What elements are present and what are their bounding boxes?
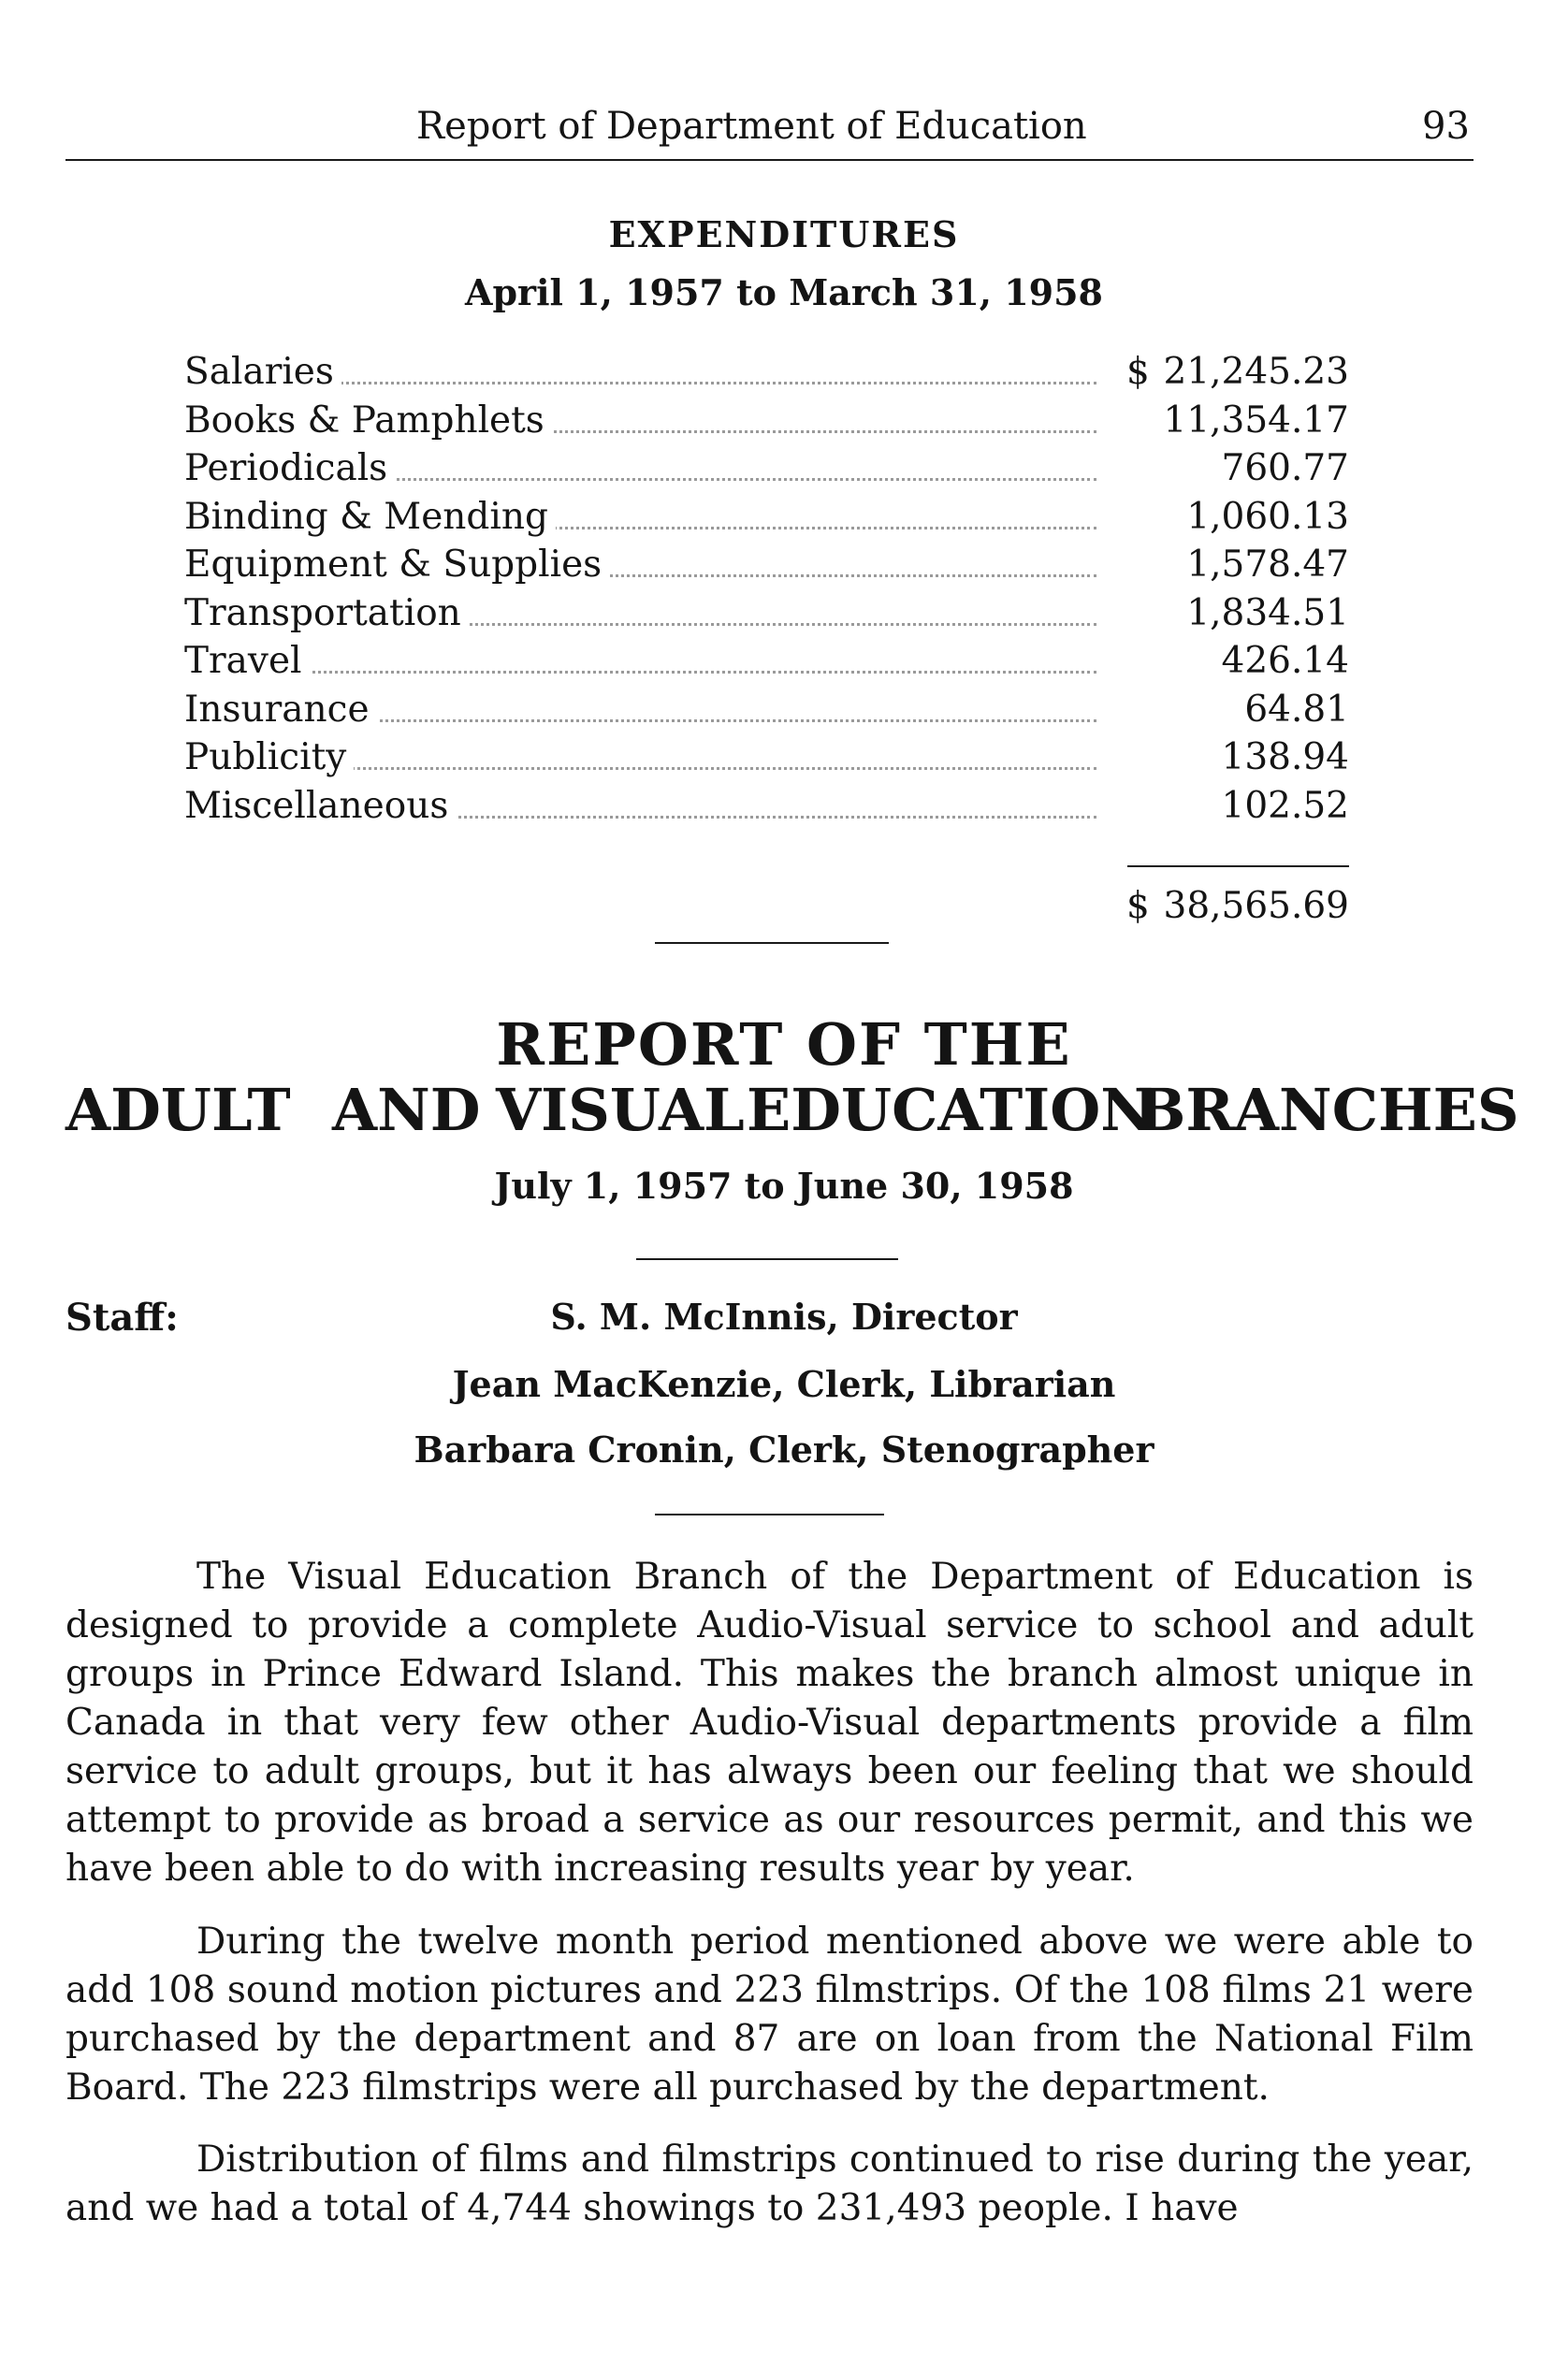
expenditure-amount: 426.14 xyxy=(1221,640,1349,682)
expenditure-label: Miscellaneous xyxy=(184,782,456,831)
expenditure-amount: 1,060.13 xyxy=(1186,495,1349,538)
section-divider xyxy=(636,1258,898,1260)
expenditure-row xyxy=(184,541,1349,589)
report-title-word: BRANCHES xyxy=(1137,1076,1519,1144)
report-title-word: VISUAL xyxy=(496,1076,745,1144)
expenditure-row xyxy=(184,397,1349,445)
paragraph-text: The Visual Education Branch of the Department of Education is designed to provide a complete Audio-Visual service to school and adult groups in Prince Edward Island. This makes the branch almost unique in Canada in that very few other Audio-Visual departments provide a film service to adult groups, but it has always been our feeling that we should attempt to provide as broad a service as our resources permit, and this we have been able to do with increasing results year by year. xyxy=(65,1556,1474,1890)
expenditure-amount: 64.81 xyxy=(1244,688,1349,731)
expenditures-table xyxy=(184,348,1349,830)
staff-member: S. M. McInnis, Director xyxy=(550,1296,1018,1338)
expenditure-label: Transportation xyxy=(184,589,469,638)
body-paragraph xyxy=(65,1553,1474,1893)
report-title-word: AND xyxy=(332,1076,481,1144)
expenditure-row xyxy=(184,589,1349,638)
report-title-word: EDUCATION xyxy=(747,1076,1154,1144)
expenditure-label: Salaries xyxy=(184,348,341,397)
expenditure-amount: 1,834.51 xyxy=(1186,591,1349,634)
expenditure-row xyxy=(184,444,1349,493)
expenditure-row xyxy=(184,493,1349,542)
expenditure-amount: 21,245.23 xyxy=(1163,351,1349,393)
expenditure-label: Insurance xyxy=(184,686,377,734)
report-period: July 1, 1957 to June 30, 1958 xyxy=(494,1165,1074,1207)
expenditure-label: Publicity xyxy=(184,733,354,782)
page-number: 93 xyxy=(1422,105,1470,148)
expenditure-amount: 102.52 xyxy=(1221,784,1349,827)
running-header-title: Report of Department of Education xyxy=(416,105,1087,148)
staff-member: Jean MacKenzie, Clerk, Librarian xyxy=(452,1363,1116,1405)
dot-leader xyxy=(194,671,1096,674)
expenditure-row xyxy=(184,348,1349,397)
expenditure-amount: 760.77 xyxy=(1221,447,1349,489)
total-rule xyxy=(1127,865,1349,867)
paragraph-text: Distribution of films and filmstrips continued to rise during the year, and we had a total of 4,744 showings to 231,493 people. I have xyxy=(65,2139,1474,2229)
running-header xyxy=(0,105,1568,161)
paragraph-text: During the twelve month period mentioned above we were able to add 108 sound motion pictures and 223 filmstrips. Of the 108 films 21 were purchased by the department and 87 are on loan from the National Film Board. The 223 filmstrips were all purchased by the department. xyxy=(65,1921,1474,2109)
expenditure-amount: 1,578.47 xyxy=(1186,544,1349,586)
staff-label: Staff: xyxy=(65,1296,179,1340)
staff-member: Barbara Cronin, Clerk, Stenographer xyxy=(414,1428,1154,1471)
section-divider xyxy=(655,1514,884,1515)
expenditure-row xyxy=(184,733,1349,782)
expenditures-total-row xyxy=(184,882,1349,931)
expenditure-label: Equipment & Supplies xyxy=(184,541,609,589)
expenditures-heading: EXPENDITURES xyxy=(608,213,960,255)
section-divider xyxy=(655,942,889,944)
expenditure-amount: 11,354.17 xyxy=(1163,399,1349,442)
currency-sign: $ xyxy=(1126,885,1150,927)
expenditure-label: Binding & Mending xyxy=(184,493,556,542)
expenditure-row xyxy=(184,637,1349,686)
expenditure-label: Travel xyxy=(184,637,310,686)
expenditure-row xyxy=(184,782,1349,831)
report-title-line-2 xyxy=(65,1076,1519,1151)
report-title-word: ADULT xyxy=(65,1076,291,1144)
header-rule xyxy=(65,159,1474,161)
expenditure-row xyxy=(184,686,1349,734)
expenditure-label: Books & Pamphlets xyxy=(184,397,552,445)
expenditure-label: Periodicals xyxy=(184,444,395,493)
expenditures-total-amount: 38,565.69 xyxy=(1163,885,1349,927)
expenditure-amount: 138.94 xyxy=(1221,736,1349,778)
report-title-line-1: REPORT OF THE xyxy=(496,1010,1072,1079)
currency-sign: $ xyxy=(1126,351,1150,393)
expenditures-period: April 1, 1957 to March 31, 1958 xyxy=(465,271,1103,313)
body-paragraph xyxy=(65,1918,1474,2112)
body-paragraph xyxy=(65,2136,1474,2233)
